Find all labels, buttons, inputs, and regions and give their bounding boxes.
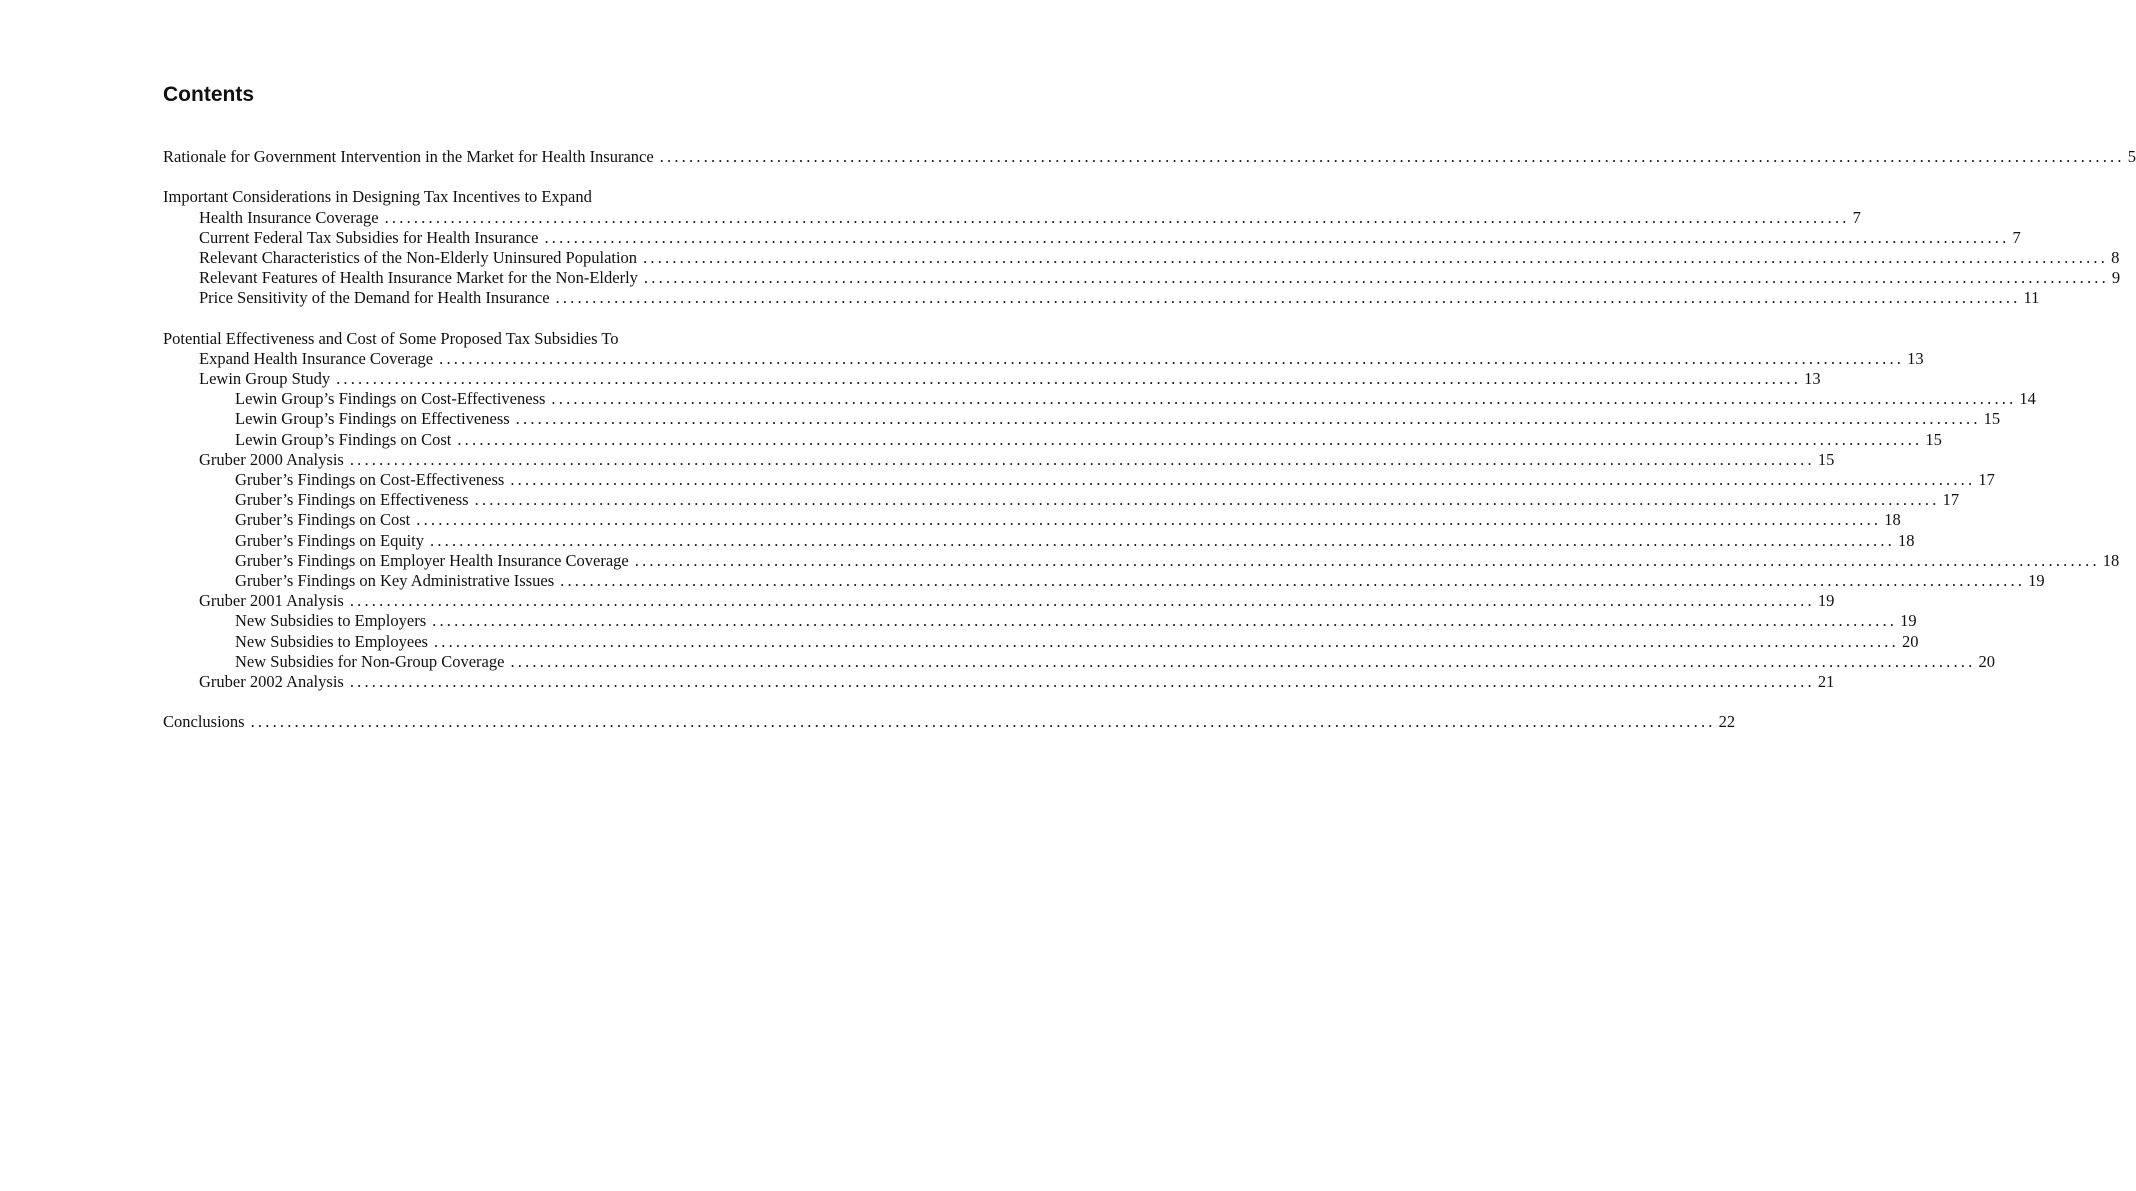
- toc-entry: [163, 611, 1917, 631]
- toc-entry: [163, 570, 2045, 591]
- dot-leader: ........................................................................................................................................................................................................: [634, 550, 2100, 570]
- toc-entry: [163, 651, 1995, 672]
- toc-entry-title: New Subsidies to Employees: [235, 631, 428, 651]
- dot-leader: ........................................................................................................................................................................................................: [643, 247, 2109, 267]
- dot-leader: ........................................................................................................................................................................................................: [659, 147, 2125, 166]
- toc-entry-title: Potential Effectiveness and Cost of Some Proposed Tax Subsidies To: [163, 328, 619, 348]
- dot-leader: ........................................................................................................................................................................................................: [433, 631, 1899, 651]
- toc-entry-title: Gruber’s Findings on Cost-Effectiveness: [235, 470, 505, 489]
- toc-entry-title: Price Sensitivity of the Demand for Health Insurance: [199, 288, 550, 308]
- dot-leader: ........................................................................................................................................................................................................: [510, 651, 1976, 671]
- toc-entry: [163, 369, 1821, 389]
- toc-entry-title: Gruber’s Findings on Equity: [235, 530, 424, 550]
- dot-leader: ........................................................................................................................................................................................................: [474, 490, 1940, 510]
- dot-leader: ........................................................................................................................................................................................................: [416, 510, 1882, 530]
- toc-entry: [163, 348, 1924, 369]
- page-title: Contents: [163, 83, 254, 106]
- toc-entry: [163, 631, 1919, 652]
- toc-page-number: 17: [1978, 470, 1995, 489]
- toc-page-number: 19: [2028, 570, 2045, 590]
- dot-leader: ........................................................................................................................................................................................................: [551, 389, 2017, 409]
- toc-page-number: 18: [2102, 550, 2120, 570]
- toc-entry: [163, 510, 1901, 530]
- toc-entry: [163, 247, 2120, 268]
- toc-entry-title: Expand Health Insurance Coverage: [199, 348, 434, 368]
- table-of-contents: [163, 147, 2136, 732]
- toc-entry-title: Health Insurance Coverage: [199, 207, 379, 227]
- toc-page-number: 15: [1983, 409, 2001, 429]
- dot-leader: ........................................................................................................................................................................................................: [430, 530, 1895, 550]
- toc-entry-title: Relevant Features of Health Insurance Market for the Non-Elderly: [199, 268, 638, 288]
- dot-leader: ........................................................................................................................................................................................................: [555, 288, 2021, 308]
- toc-entry-title: Lewin Group’s Findings on Cost-Effectiveness: [235, 389, 546, 409]
- toc-page-number: 14: [2019, 389, 2036, 409]
- toc-page-number: 9: [2111, 268, 2121, 288]
- toc-entry: [163, 288, 2040, 308]
- toc-page-number: 8: [2111, 247, 2120, 267]
- toc-entry: [163, 449, 1835, 470]
- toc-page-number: 11: [2023, 288, 2040, 308]
- toc-entry: [163, 530, 1915, 551]
- toc-entry-title: Gruber 2000 Analysis: [199, 449, 344, 469]
- toc-entry: [163, 470, 1995, 490]
- toc-page-number: 13: [1804, 369, 1821, 389]
- toc-page-number: 15: [1925, 429, 1942, 449]
- toc-entry: [163, 490, 1960, 510]
- toc-entry: [163, 409, 2001, 429]
- toc-entry: [163, 671, 1835, 692]
- dot-leader: ........................................................................................................................................................................................................: [349, 591, 1815, 611]
- toc-page-number: 22: [1718, 712, 1736, 732]
- toc-entry-title: Gruber 2002 Analysis: [199, 671, 344, 691]
- toc-entry-title: Lewin Group Study: [199, 369, 331, 389]
- toc-entry-title: New Subsidies for Non-Group Coverage: [235, 651, 505, 671]
- dot-leader: ........................................................................................................................................................................................................: [349, 671, 1815, 691]
- dot-leader: ........................................................................................................................................................................................................: [336, 369, 1802, 389]
- toc-page-number: 5: [2127, 147, 2136, 166]
- dot-leader: ........................................................................................................................................................................................................: [439, 348, 1905, 368]
- toc-entry-title: Conclusions: [163, 712, 245, 732]
- toc-entry: [163, 187, 759, 207]
- toc-page-number: 21: [1817, 671, 1835, 691]
- toc-page-number: 20: [1901, 631, 1919, 651]
- toc-entry: [163, 429, 1942, 450]
- dot-leader: ........................................................................................................................................................................................................: [349, 449, 1815, 469]
- toc-page-number: 7: [1852, 207, 1861, 227]
- toc-entry: [163, 389, 2036, 409]
- toc-entry: [163, 591, 1835, 611]
- toc-page-number: 13: [1907, 348, 1924, 368]
- dot-leader: ........................................................................................................................................................................................................: [432, 611, 1898, 631]
- toc-entry-title: Current Federal Tax Subsidies for Health Insurance: [199, 227, 539, 247]
- toc-entry: [163, 227, 2021, 248]
- toc-entry-title: Important Considerations in Designing Tax Incentives to Expand: [163, 187, 592, 207]
- toc-entry-title: Gruber’s Findings on Employer Health Insurance Coverage: [235, 550, 629, 570]
- toc-page-number: 15: [1817, 449, 1835, 469]
- dot-leader: ........................................................................................................................................................................................................: [544, 227, 2010, 247]
- toc-page-number: 18: [1884, 510, 1901, 530]
- dot-leader: ........................................................................................................................................................................................................: [515, 409, 1981, 429]
- toc-entry-title: Relevant Characteristics of the Non-Elderly Uninsured Population: [199, 247, 638, 267]
- dot-leader: ........................................................................................................................................................................................................: [510, 470, 1976, 489]
- toc-entry-title: Gruber’s Findings on Effectiveness: [235, 490, 469, 510]
- toc-entry-title: Gruber’s Findings on Key Administrative Issues: [235, 570, 555, 590]
- toc-entry: [163, 712, 1736, 732]
- toc-entry-title: New Subsidies to Employers: [235, 611, 427, 631]
- dot-leader: ........................................................................................................................................................................................................: [250, 712, 1716, 732]
- dot-leader: ........................................................................................................................................................................................................: [384, 207, 1850, 227]
- toc-entry-title: Rationale for Government Intervention in the Market for Health Insurance: [163, 147, 654, 166]
- toc-page-number: 18: [1898, 530, 1915, 550]
- toc-page-number: 17: [1942, 490, 1960, 510]
- toc-page-number: 7: [2012, 227, 2021, 247]
- toc-entry: [163, 329, 759, 349]
- toc-page-number: 20: [1978, 651, 1995, 671]
- toc-entry-title: Gruber’s Findings on Cost: [235, 510, 411, 530]
- toc-entry-title: Lewin Group’s Findings on Effectiveness: [235, 409, 510, 429]
- toc-entry: [163, 147, 2136, 167]
- toc-entry: [163, 550, 2120, 571]
- toc-entry: [163, 268, 2121, 288]
- dot-leader: ........................................................................................................................................................................................................: [643, 268, 2109, 288]
- toc-page-number: 19: [1900, 611, 1917, 631]
- dot-leader: ........................................................................................................................................................................................................: [457, 429, 1923, 449]
- toc-entry: [163, 207, 1861, 228]
- toc-entry-title: Gruber 2001 Analysis: [199, 591, 344, 611]
- toc-page-number: 19: [1817, 591, 1835, 611]
- dot-leader: ........................................................................................................................................................................................................: [560, 570, 2026, 590]
- toc-entry-title: Lewin Group’s Findings on Cost: [235, 429, 452, 449]
